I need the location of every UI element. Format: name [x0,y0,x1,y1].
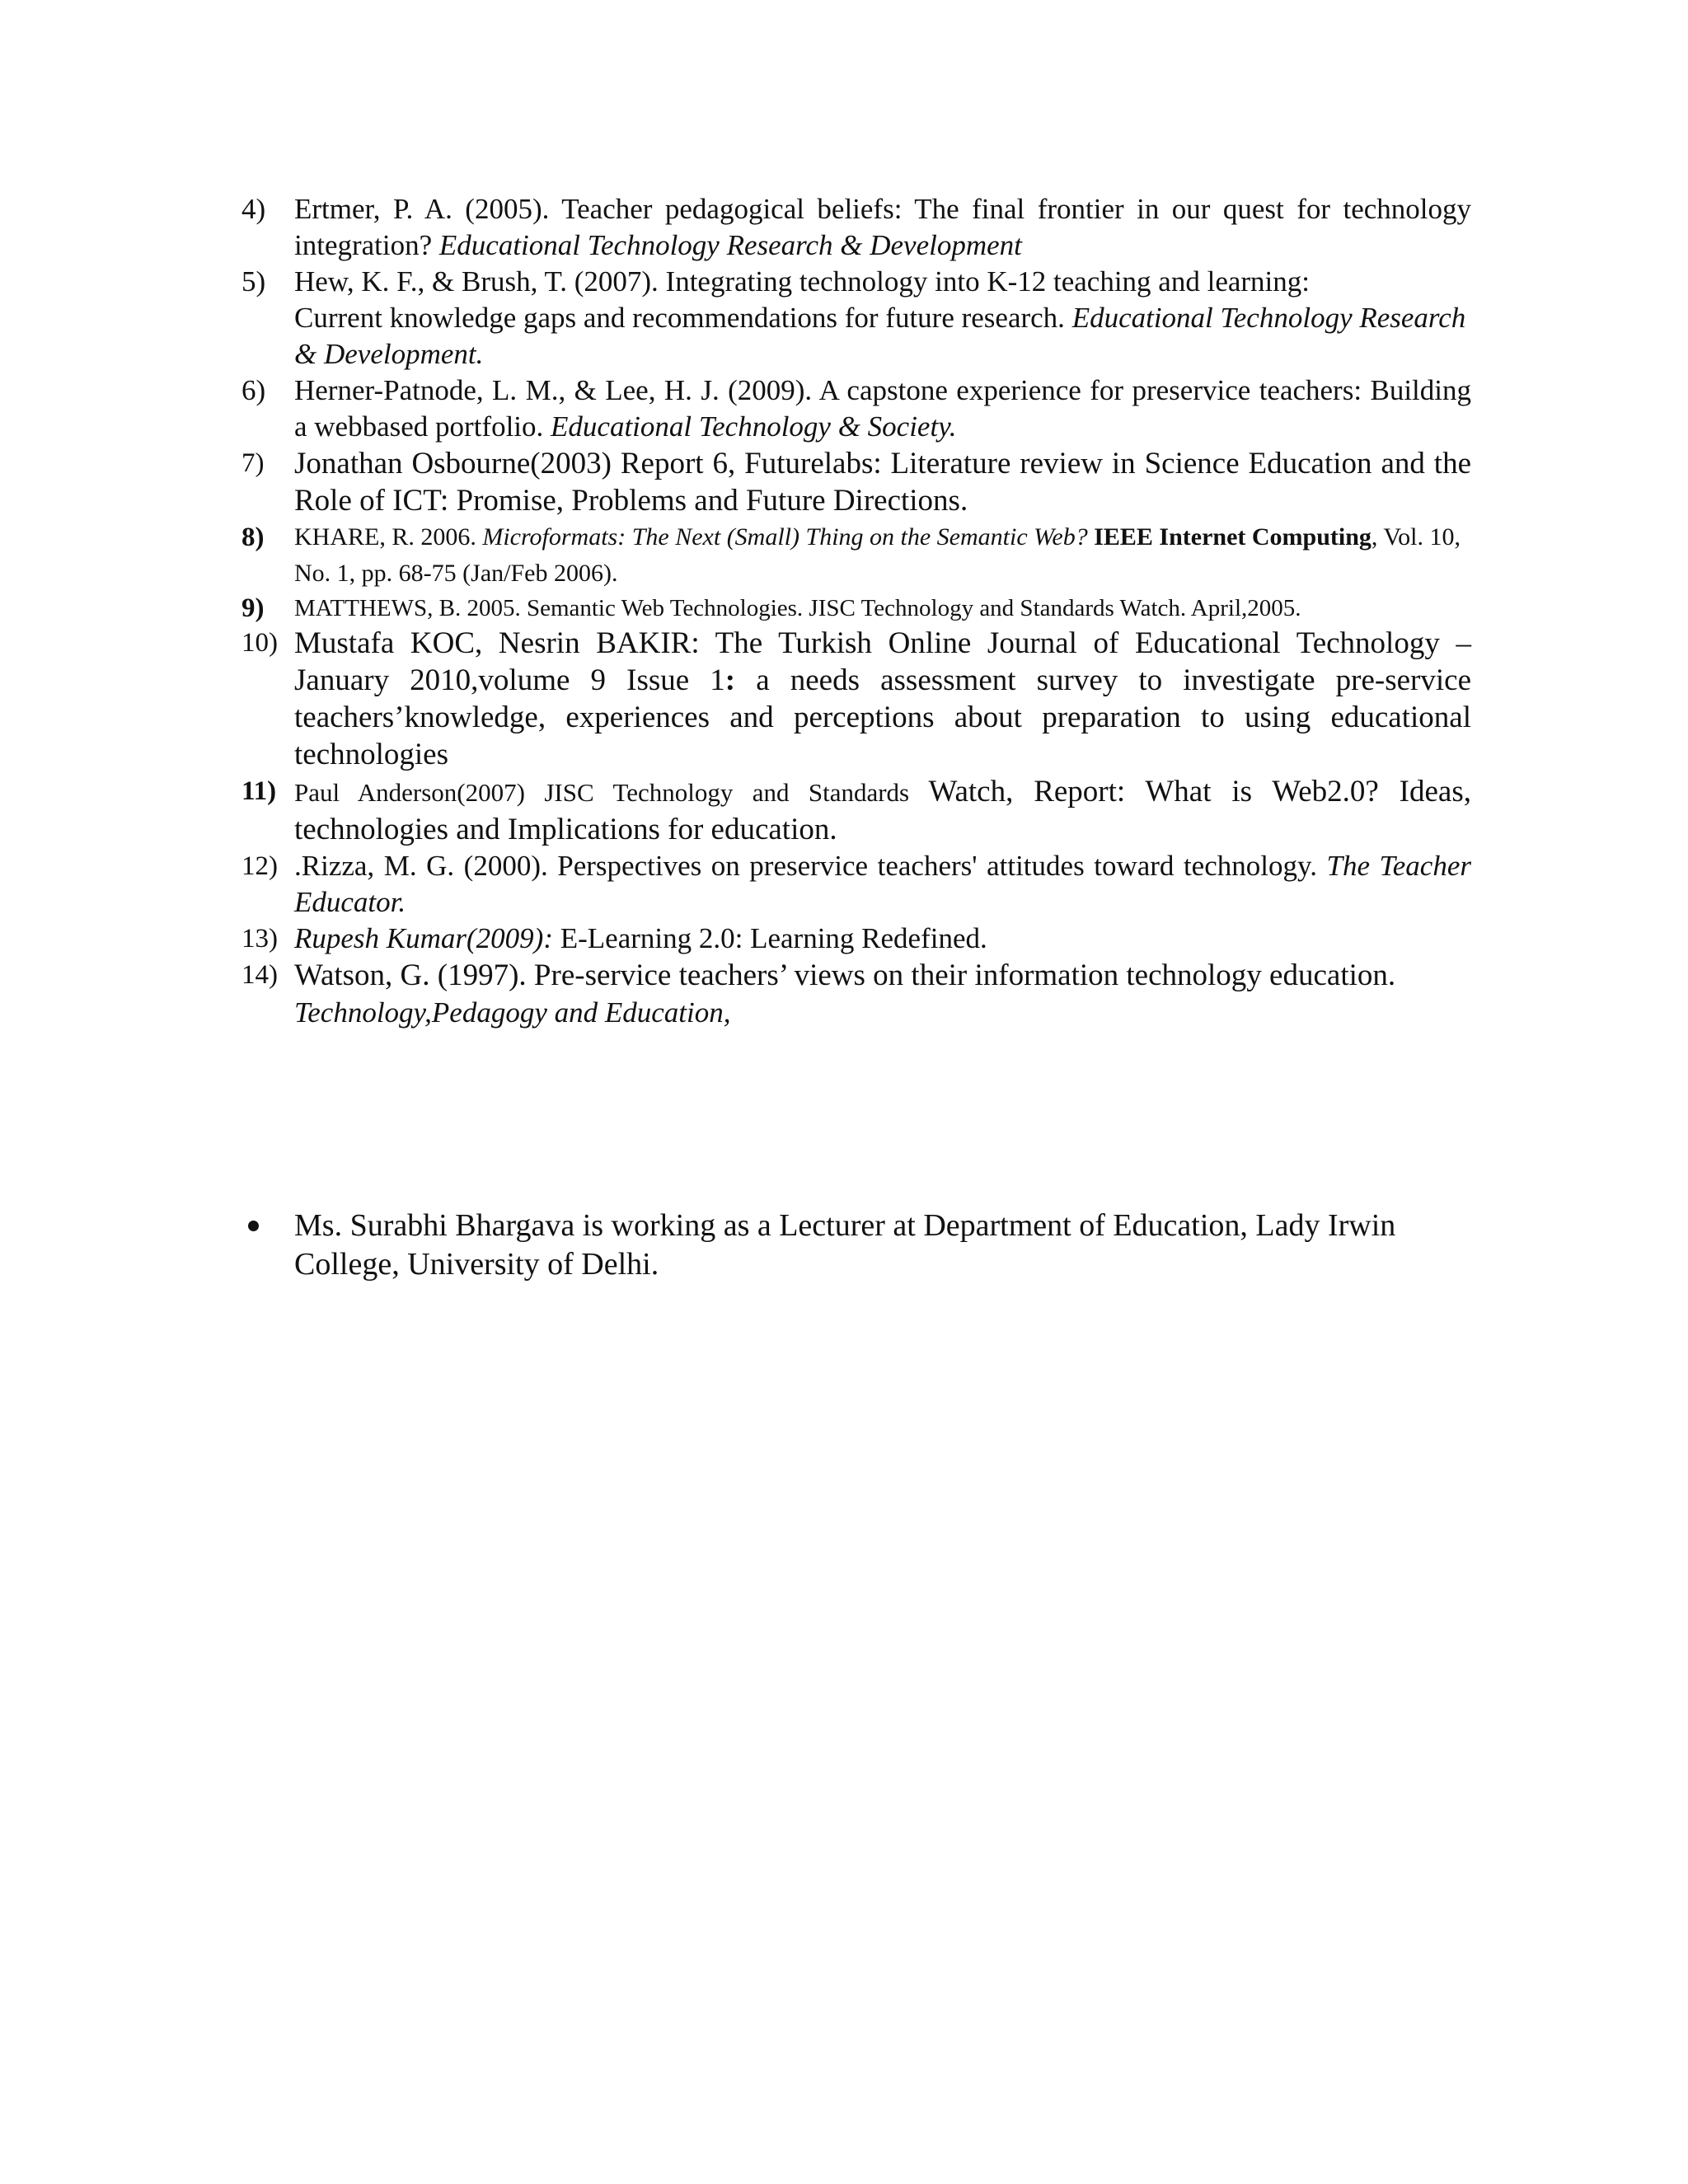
bullet-icon [248,1221,259,1231]
reference-number: 9) [241,593,265,623]
reference-text: Hew, K. F., & Brush, T. (2007). Integrating technology into K-12 teaching and learning: [294,265,1310,298]
reference-item [241,848,1471,921]
reference-list [241,191,1471,1031]
reference-text: KHARE, R. 2006. [294,523,483,551]
reference-number: 10) [241,628,278,658]
reference-number: 6) [241,374,266,406]
reference-item [241,957,1471,1031]
reference-title: Microformats: The Next (Small) Thing on the Semantic Web? [482,523,1088,551]
reference-item [241,592,1471,625]
reference-author: Rupesh Kumar(2009): [294,922,553,954]
reference-text: Watson, G. (1997). Pre-service teachers’ views on their information technology education. [294,958,1396,992]
reference-number: 11) [241,776,277,806]
reference-number: 13) [241,924,278,954]
author-note-list [241,1207,1471,1284]
reference-number: 8) [241,523,265,552]
reference-source: Educational Technology & Society. [551,410,957,443]
reference-text: Ertmer, P. A. (2005). Teacher pedagogical beliefs: The final frontier in our quest for technology integration? [294,193,1471,261]
reference-source: The Teacher Educator. [294,850,1471,918]
reference-number: 4) [241,193,266,225]
reference-details: , Vol. 10, No. 1, pp. 68-75 (Jan/Feb 2006). [294,523,1461,587]
reference-text: Paul Anderson(2007) JISC Technology and Standards [294,778,929,807]
reference-item [241,625,1471,773]
reference-number: 12) [241,851,278,881]
reference-item [241,519,1471,592]
reference-text: Jonathan Osbourne(2003) Report 6, Futurelabs: Literature review in Science Education and the Role of ICT: Promise, Problems and Future Directions. [294,447,1471,518]
reference-number: 14) [241,960,278,990]
reference-text: a needs assessment survey to investigate pre-service teachers’knowledge, experiences and perceptions about preparation to using educational technologies [294,663,1471,771]
reference-text: Current knowledge gaps and recommendations for future research. [294,302,1072,334]
author-note [241,1207,1471,1284]
reference-text: Mustafa KOC, Nesrin BAKIR: The Turkish Online Journal of Educational Technology – January 2010,volume 9 Issue 1 [294,626,1471,697]
reference-number: 7) [241,448,265,478]
reference-journal: IEEE Internet Computing [1094,523,1372,551]
reference-item [241,773,1471,848]
reference-text: Herner-Patnode, L. M., & Lee, H. J. (2009). A capstone experience for preservice teachers: Building a webbased portfolio. [294,374,1471,443]
reference-item [241,373,1471,445]
reference-text: Watch, Report: What is Web2.0? Ideas, technologies and Implications for education. [294,775,1471,846]
reference-text: MATTHEWS, B. 2005. Semantic Web Technologies. JISC Technology and Standards Watch. April,2005. [294,595,1301,621]
reference-colon: : [724,663,736,697]
reference-item [241,264,1471,373]
reference-source: Educational Technology Research & Development [438,229,1022,261]
reference-source: Technology,Pedagogy and Education, [294,996,731,1029]
reference-text: .Rizza, M. G. (2000). Perspectives on preservice teachers' attitudes toward technology. [294,850,1327,882]
reference-item [241,921,1471,957]
reference-number: 5) [241,265,266,298]
reference-item [241,191,1471,264]
reference-source: Educational Technology Research & Development. [294,302,1466,370]
author-note-text: Ms. Surabhi Bhargava is working as a Lecturer at Department of Education, Lady Irwin College, University of Delhi. [294,1208,1396,1282]
reference-item [241,445,1471,519]
reference-text: E-Learning 2.0: Learning Redefined. [553,922,987,954]
